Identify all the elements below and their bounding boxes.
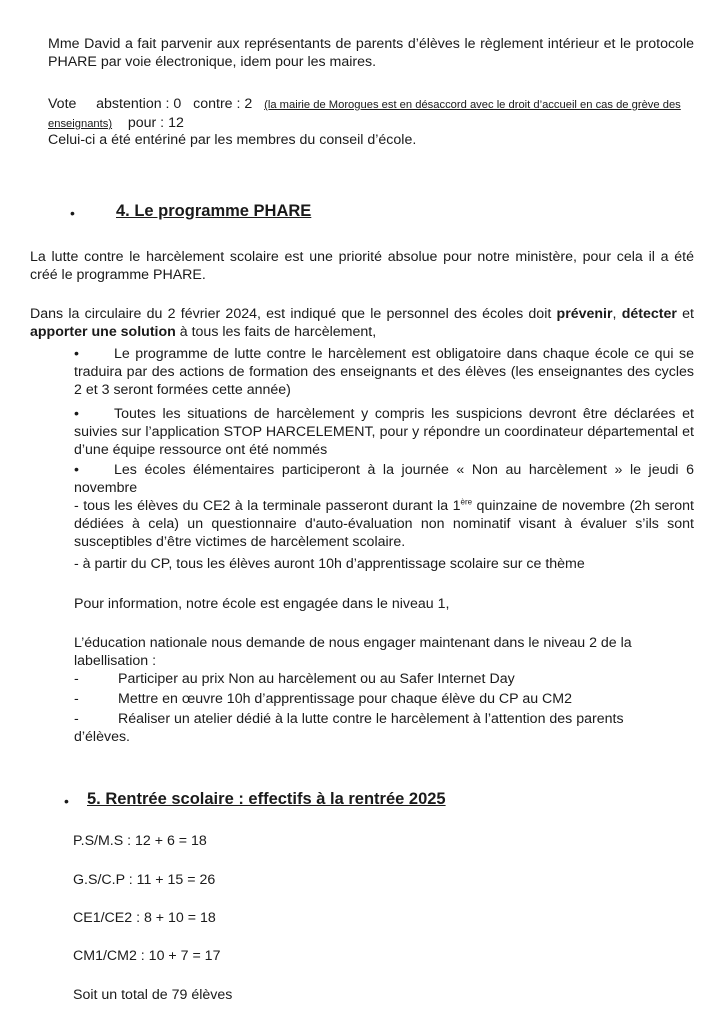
vote-contre: contre : 2 [193, 96, 253, 112]
vote-label: Vote [48, 96, 77, 112]
dash-icon: - [74, 691, 79, 707]
superscript: ère [460, 497, 473, 507]
bullet-icon: • [74, 462, 79, 478]
vote-line [48, 95, 698, 133]
niveau2-item [74, 690, 572, 708]
niveau2-item-text: Mettre en œuvre 10h d’apprentissage pour chaque élève du CP au CM2 [118, 691, 573, 707]
section4-bullet: • [70, 205, 75, 221]
bullet-icon: • [74, 406, 79, 422]
section5-title: 5. Rentrée scolaire : effectifs à la rentrée 2025 [87, 790, 446, 808]
bullet-text: Les écoles élémentaires participeront à la journée « Non au harcèlement » le jeudi 6 novembre [74, 462, 694, 496]
niveau2-item-text: Participer au prix Non au harcèlement ou au Safer Internet Day [118, 671, 515, 687]
niveau2-item [74, 670, 515, 688]
intro-paragraph: Mme David a fait parvenir aux représentants de parents d’élèves le règlement intérieur et le protocole PHARE par voie électronique, idem pour les maires. [48, 36, 694, 70]
circulaire-text: Dans la circulaire du 2 février 2024, est indiqué que le personnel des écoles doit [30, 306, 557, 322]
effectif-row: P.S/M.S : 12 + 6 = 18 [73, 833, 207, 849]
vote-pour: pour : 12 [127, 115, 184, 131]
keyword-prevenir: prévenir [556, 306, 613, 322]
section4-title: 4. Le programme PHARE [116, 202, 312, 220]
bullet-item [74, 461, 694, 497]
vote-contre-note: (la mairie de Morogues est en désaccord avec le droit d’accueil en cas de grève des enseignants) [48, 99, 681, 130]
keyword-solution: apporter une solution [30, 324, 176, 340]
circulaire-paragraph [30, 305, 694, 341]
circulaire-text-end: à tous les faits de harcèlement, [175, 324, 377, 340]
conclusion-paragraph: Celui-ci a été entériné par les membres du conseil d’école. [48, 132, 417, 148]
bullet-item [74, 405, 694, 459]
effectif-total: Soit un total de 79 élèves [73, 987, 233, 1003]
niveau2-item [74, 710, 674, 746]
sep: et [676, 306, 694, 322]
section4-intro: La lutte contre le harcèlement scolaire est une priorité absolue pour notre ministère, pour cela il a été créé le programme PHARE. [30, 249, 694, 283]
niveau2-paragraph: L’éducation nationale nous demande de nous engager maintenant dans le niveau 2 de la labellisation : [74, 635, 632, 669]
sep: , [612, 306, 622, 322]
dash-icon: - [74, 711, 79, 727]
bullet-item [74, 345, 694, 399]
niveau2-item-text: Réaliser un atelier dédié à la lutte contre le harcèlement à l’attention des parents d’élèves. [74, 711, 624, 745]
dash-text: - tous les élèves du CE2 à la terminale passeront durant la 1 [74, 498, 461, 514]
bullet-icon: • [74, 346, 79, 362]
bullet-text: Toutes les situations de harcèlement y compris les suspicions devront être déclarées et suivies sur l’application STOP HARCELEMENT, pour y répondre un coordinateur départemental et d’une équipe ressource ont été nommés [74, 406, 694, 458]
dash-item-questionnaire [74, 497, 694, 551]
bullet-text: Le programme de lutte contre le harcèlement est obligatoire dans chaque école ce qui se traduira par des actions de formation des enseignants et des élèves (les enseignantes des cycles 2 et 3 seront formées cette année) [74, 346, 694, 398]
dash-item-cp: - à partir du CP, tous les élèves auront 10h d’apprentissage scolaire sur ce thème [74, 556, 585, 572]
effectif-row: G.S/C.P : 11 + 15 = 26 [73, 872, 216, 888]
dash-text-end: quinzaine de novembre (2h seront dédiées à cela) un questionnaire d'auto-évaluation non nominatif visant à évaluer s’ils sont susceptibles d’être victimes de harcèlement scolaire. [74, 498, 694, 550]
effectif-row: CE1/CE2 : 8 + 10 = 18 [73, 910, 216, 926]
dash-icon: - [74, 671, 79, 687]
effectif-row: CM1/CM2 : 10 + 7 = 17 [73, 948, 221, 964]
info-paragraph: Pour information, notre école est engagée dans le niveau 1, [74, 596, 450, 612]
keyword-detecter: détecter [621, 306, 677, 322]
section5-bullet: • [64, 793, 69, 809]
vote-abstention: abstention : 0 [96, 96, 182, 112]
